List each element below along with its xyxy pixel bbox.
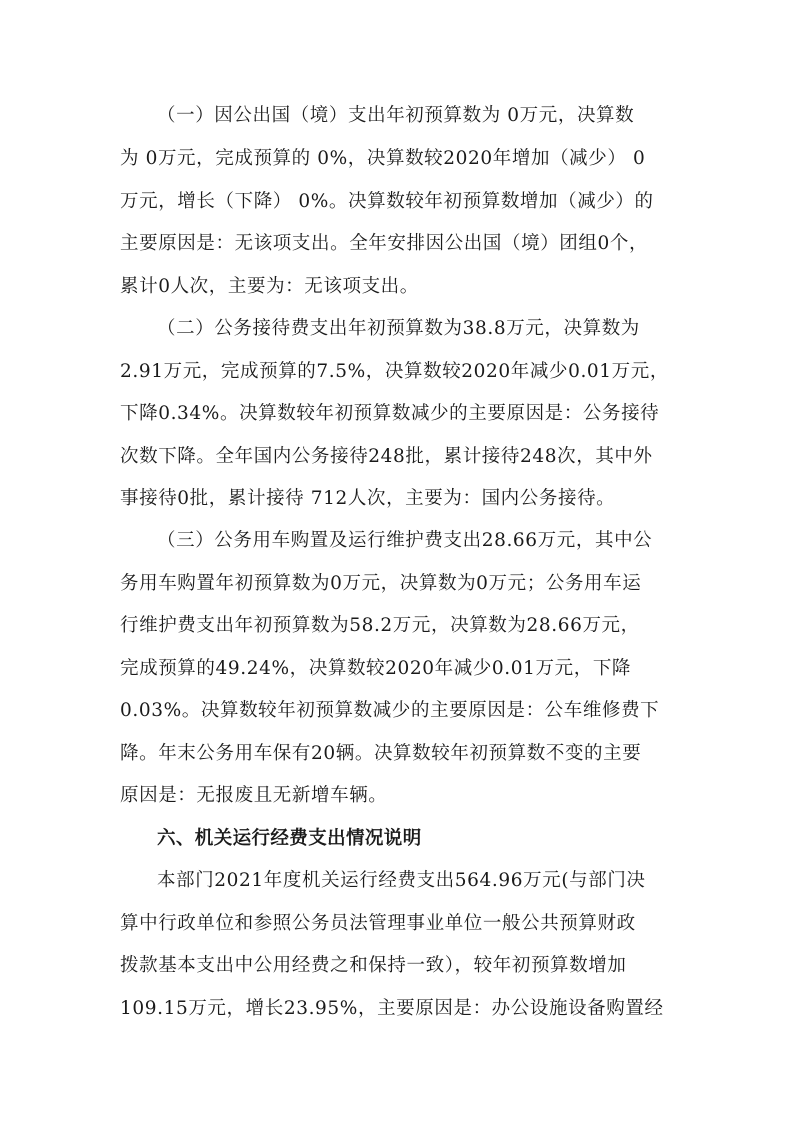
paragraph-2-line-3: 下降0.34%。决算数较年初预算数减少的主要原因是：公务接待 [120, 403, 660, 424]
paragraph-2-line-4: 次数下降。全年国内公务接待248批，累计接待248次，其中外 [120, 446, 653, 467]
paragraph-3-line-7: 原因是：无报废且无新增车辆。 [120, 785, 388, 806]
paragraph-2-line-2: 2.91万元，完成预算的7.5%，决算数较2020年减少0.01万元， [120, 361, 669, 382]
paragraph-1-line-4: 主要原因是：无该项支出。全年安排因公出国（境）团组0个， [120, 233, 649, 254]
paragraph-3-line-2: 务用车购置年初预算数为0万元，决算数为0万元；公务用车运 [120, 573, 642, 594]
paragraph-3-line-6: 降。年末公务用车保有20辆。决算数较年初预算数不变的主要 [120, 743, 642, 764]
section-heading: 六、机关运行经费支出情况说明 [157, 828, 422, 849]
paragraph-3-line-1: （三）公务用车购置及运行维护费支出28.66万元，其中公 [157, 530, 653, 551]
paragraph-4-line-2: 算中行政单位和参照公务员法管理事业单位一般公共预算财政 [120, 913, 636, 934]
paragraph-1-line-5: 累计0人次，主要为：无该项支出。 [120, 276, 419, 297]
paragraph-4-line-4: 109.15万元，增长23.95%，主要原因是：办公设施设备购置经 [120, 998, 664, 1019]
paragraph-1-line-2: 为 0万元，完成预算的 0%，决算数较2020年增加（减少） 0 [120, 148, 646, 169]
paragraph-3-line-4: 完成预算的49.24%，决算数较2020年减少0.01万元，下降 [120, 658, 632, 679]
paragraph-1-line-3: 万元，增长（下降） 0%。决算数较年初预算数增加（减少）的 [120, 191, 654, 212]
paragraph-3-line-3: 行维护费支出年初预算数为58.2万元，决算数为28.66万元， [120, 615, 640, 636]
paragraph-4-line-3: 拨款基本支出中公用经费之和保持一致），较年初预算数增加 [120, 955, 627, 976]
paragraph-4-line-1: 本部门2021年度机关运行经费支出564.96万元(与部门决 [157, 870, 646, 891]
paragraph-1-line-1: （一）因公出国（境）支出年初预算数为 0万元，决算数 [157, 105, 635, 126]
paragraph-2-line-5: 事接待0批，累计接待 712人次，主要为：国内公务接待。 [120, 488, 616, 509]
paragraph-3-line-5: 0.03%。决算数较年初预算数减少的主要原因是：公车维修费下 [120, 700, 660, 721]
paragraph-2-line-1: （二）公务接待费支出年初预算数为38.8万元，决算数为 [157, 318, 640, 339]
